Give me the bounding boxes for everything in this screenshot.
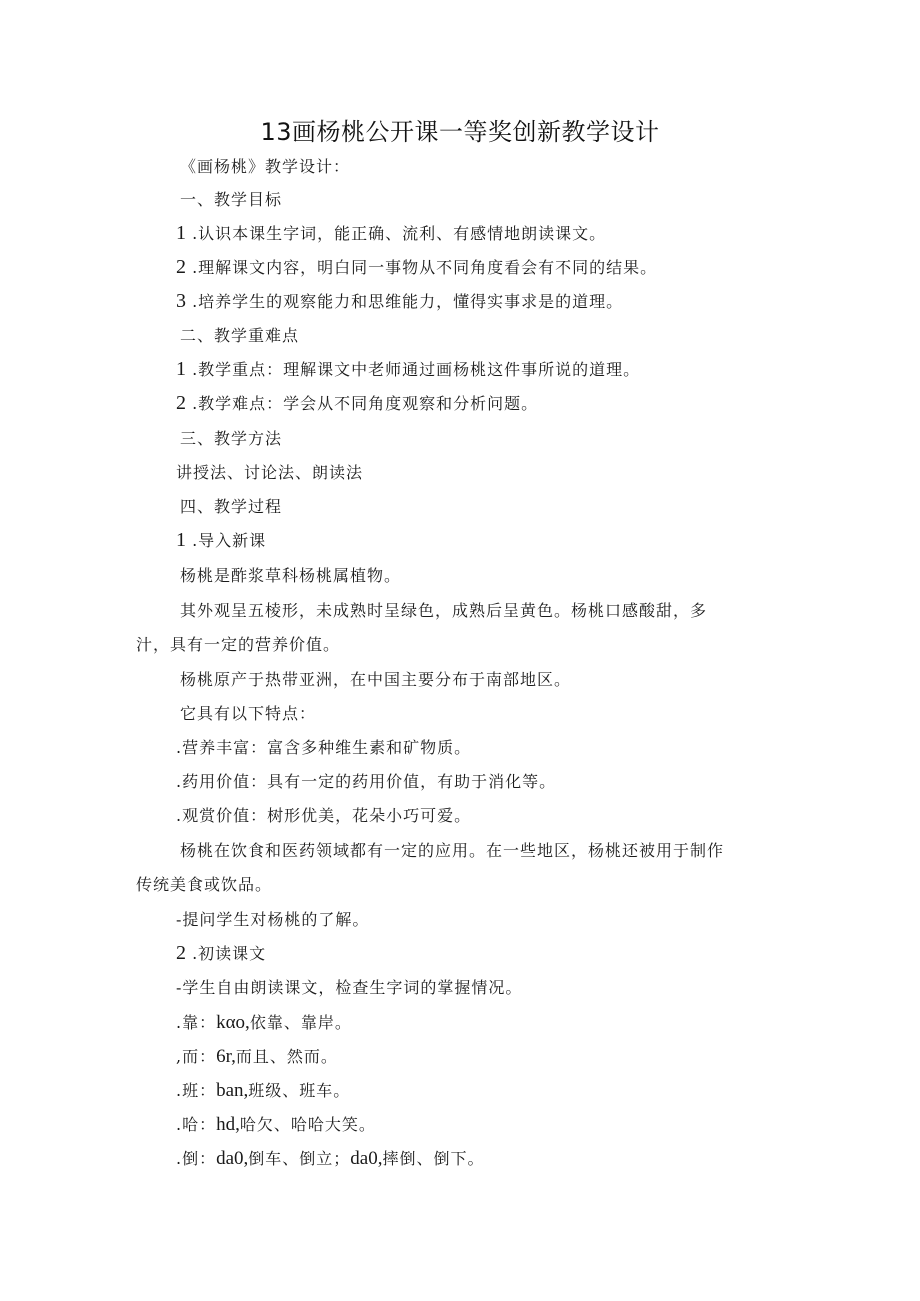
document-title: 13画杨桃公开课一等奖创新教学设计 — [260, 118, 660, 146]
paragraph-5-line-1: 杨桃在饮食和医药领域都有一定的应用。在一些地区，杨桃还被用于制作 — [180, 841, 725, 860]
intro-line: 《画杨桃》教学设计： — [180, 157, 351, 176]
step-2-text: .初读课文 — [192, 944, 267, 963]
word-3-pinyin: ban, — [216, 1080, 249, 1101]
goal-item-2 — [176, 256, 657, 279]
paragraph-4: 它具有以下特点： — [180, 704, 317, 723]
methods-line: 讲授法、讨论法、朗读法 — [176, 463, 364, 482]
step-item-2 — [176, 942, 266, 965]
paragraph-5-line-2: 传统美食或饮品。 — [136, 875, 273, 894]
word-2-pinyin: 6r, — [216, 1046, 236, 1067]
key-2-text: .教学难点：学会从不同角度观察和分析问题。 — [192, 394, 539, 413]
key-1-text: .教学重点：理解课文中老师通过画杨桃这件事所说的道理。 — [192, 360, 641, 379]
word-4-char: .哈： — [176, 1115, 217, 1134]
word-5-char: .倒： — [176, 1149, 217, 1168]
key-item-2 — [176, 392, 538, 415]
feature-item-1: .营养丰富：富含多种维生素和矿物质。 — [176, 738, 472, 757]
goal-item-1 — [176, 222, 606, 245]
paragraph-2-line-2: 汁，具有一定的营养价值。 — [136, 635, 341, 654]
section-heading-process: 四、教学过程 — [180, 497, 283, 516]
word-item-1 — [176, 1012, 352, 1034]
word-4-examples: 哈欠、哈哈大笑。 — [239, 1115, 376, 1134]
word-5-pinyin-2: da0, — [350, 1148, 383, 1169]
word-5-pinyin-1: da0, — [216, 1148, 249, 1169]
section-heading-methods: 三、教学方法 — [180, 429, 283, 448]
section-heading-key-points: 二、教学重难点 — [180, 326, 300, 345]
word-5-examples-2: 摔倒、倒下。 — [382, 1149, 485, 1168]
word-item-3 — [176, 1080, 350, 1102]
paragraph-7: -学生自由朗读课文，检查生字词的掌握情况。 — [176, 978, 523, 997]
word-3-char: .班： — [176, 1081, 217, 1100]
goal-1-number: 1 — [176, 222, 186, 244]
goal-2-number: 2 — [176, 256, 186, 278]
word-item-4 — [176, 1114, 376, 1136]
paragraph-6: -提问学生对杨桃的了解。 — [176, 910, 370, 929]
goal-1-text: .认识本课生字词，能正确、流利、有感情地朗读课文。 — [192, 224, 607, 243]
goal-2-text: .理解课文内容，明白同一事物从不同角度看会有不同的结果。 — [192, 258, 658, 277]
key-item-1 — [176, 358, 640, 381]
word-2-char: ,而： — [176, 1047, 217, 1066]
goal-3-text: .培养学生的观察能力和思维能力，懂得实事求是的道理。 — [192, 292, 624, 311]
word-4-pinyin: hd, — [216, 1114, 240, 1135]
step-1-text: .导入新课 — [192, 531, 267, 550]
step-2-number: 2 — [176, 942, 186, 964]
goal-3-number: 3 — [176, 290, 186, 312]
key-2-number: 2 — [176, 392, 186, 414]
paragraph-2-line-1: 其外观呈五棱形，未成熟时呈绿色，成熟后呈黄色。杨桃口感酸甜，多 — [180, 601, 708, 620]
paragraph-3: 杨桃原产于热带亚洲，在中国主要分布于南部地区。 — [180, 670, 572, 689]
word-item-2 — [176, 1046, 338, 1068]
word-5-examples-1: 倒车、倒立； — [248, 1149, 351, 1168]
step-item-1 — [176, 529, 266, 552]
word-1-examples: 依靠、靠岸。 — [249, 1013, 352, 1032]
feature-item-2: .药用价值：具有一定的药用价值，有助于消化等。 — [176, 772, 557, 791]
paragraph-1: 杨桃是酢浆草科杨桃属植物。 — [180, 566, 402, 585]
word-1-char: .靠： — [176, 1013, 217, 1032]
word-3-examples: 班级、班车。 — [248, 1081, 351, 1100]
key-1-number: 1 — [176, 358, 186, 380]
step-1-number: 1 — [176, 529, 186, 551]
feature-item-3: .观赏价值：树形优美，花朵小巧可爱。 — [176, 806, 472, 825]
word-2-examples: 而且、然而。 — [235, 1047, 338, 1066]
word-item-5 — [176, 1148, 485, 1170]
section-heading-goals: 一、教学目标 — [180, 190, 283, 209]
word-1-pinyin: kαo, — [216, 1012, 250, 1033]
goal-item-3 — [176, 290, 623, 313]
